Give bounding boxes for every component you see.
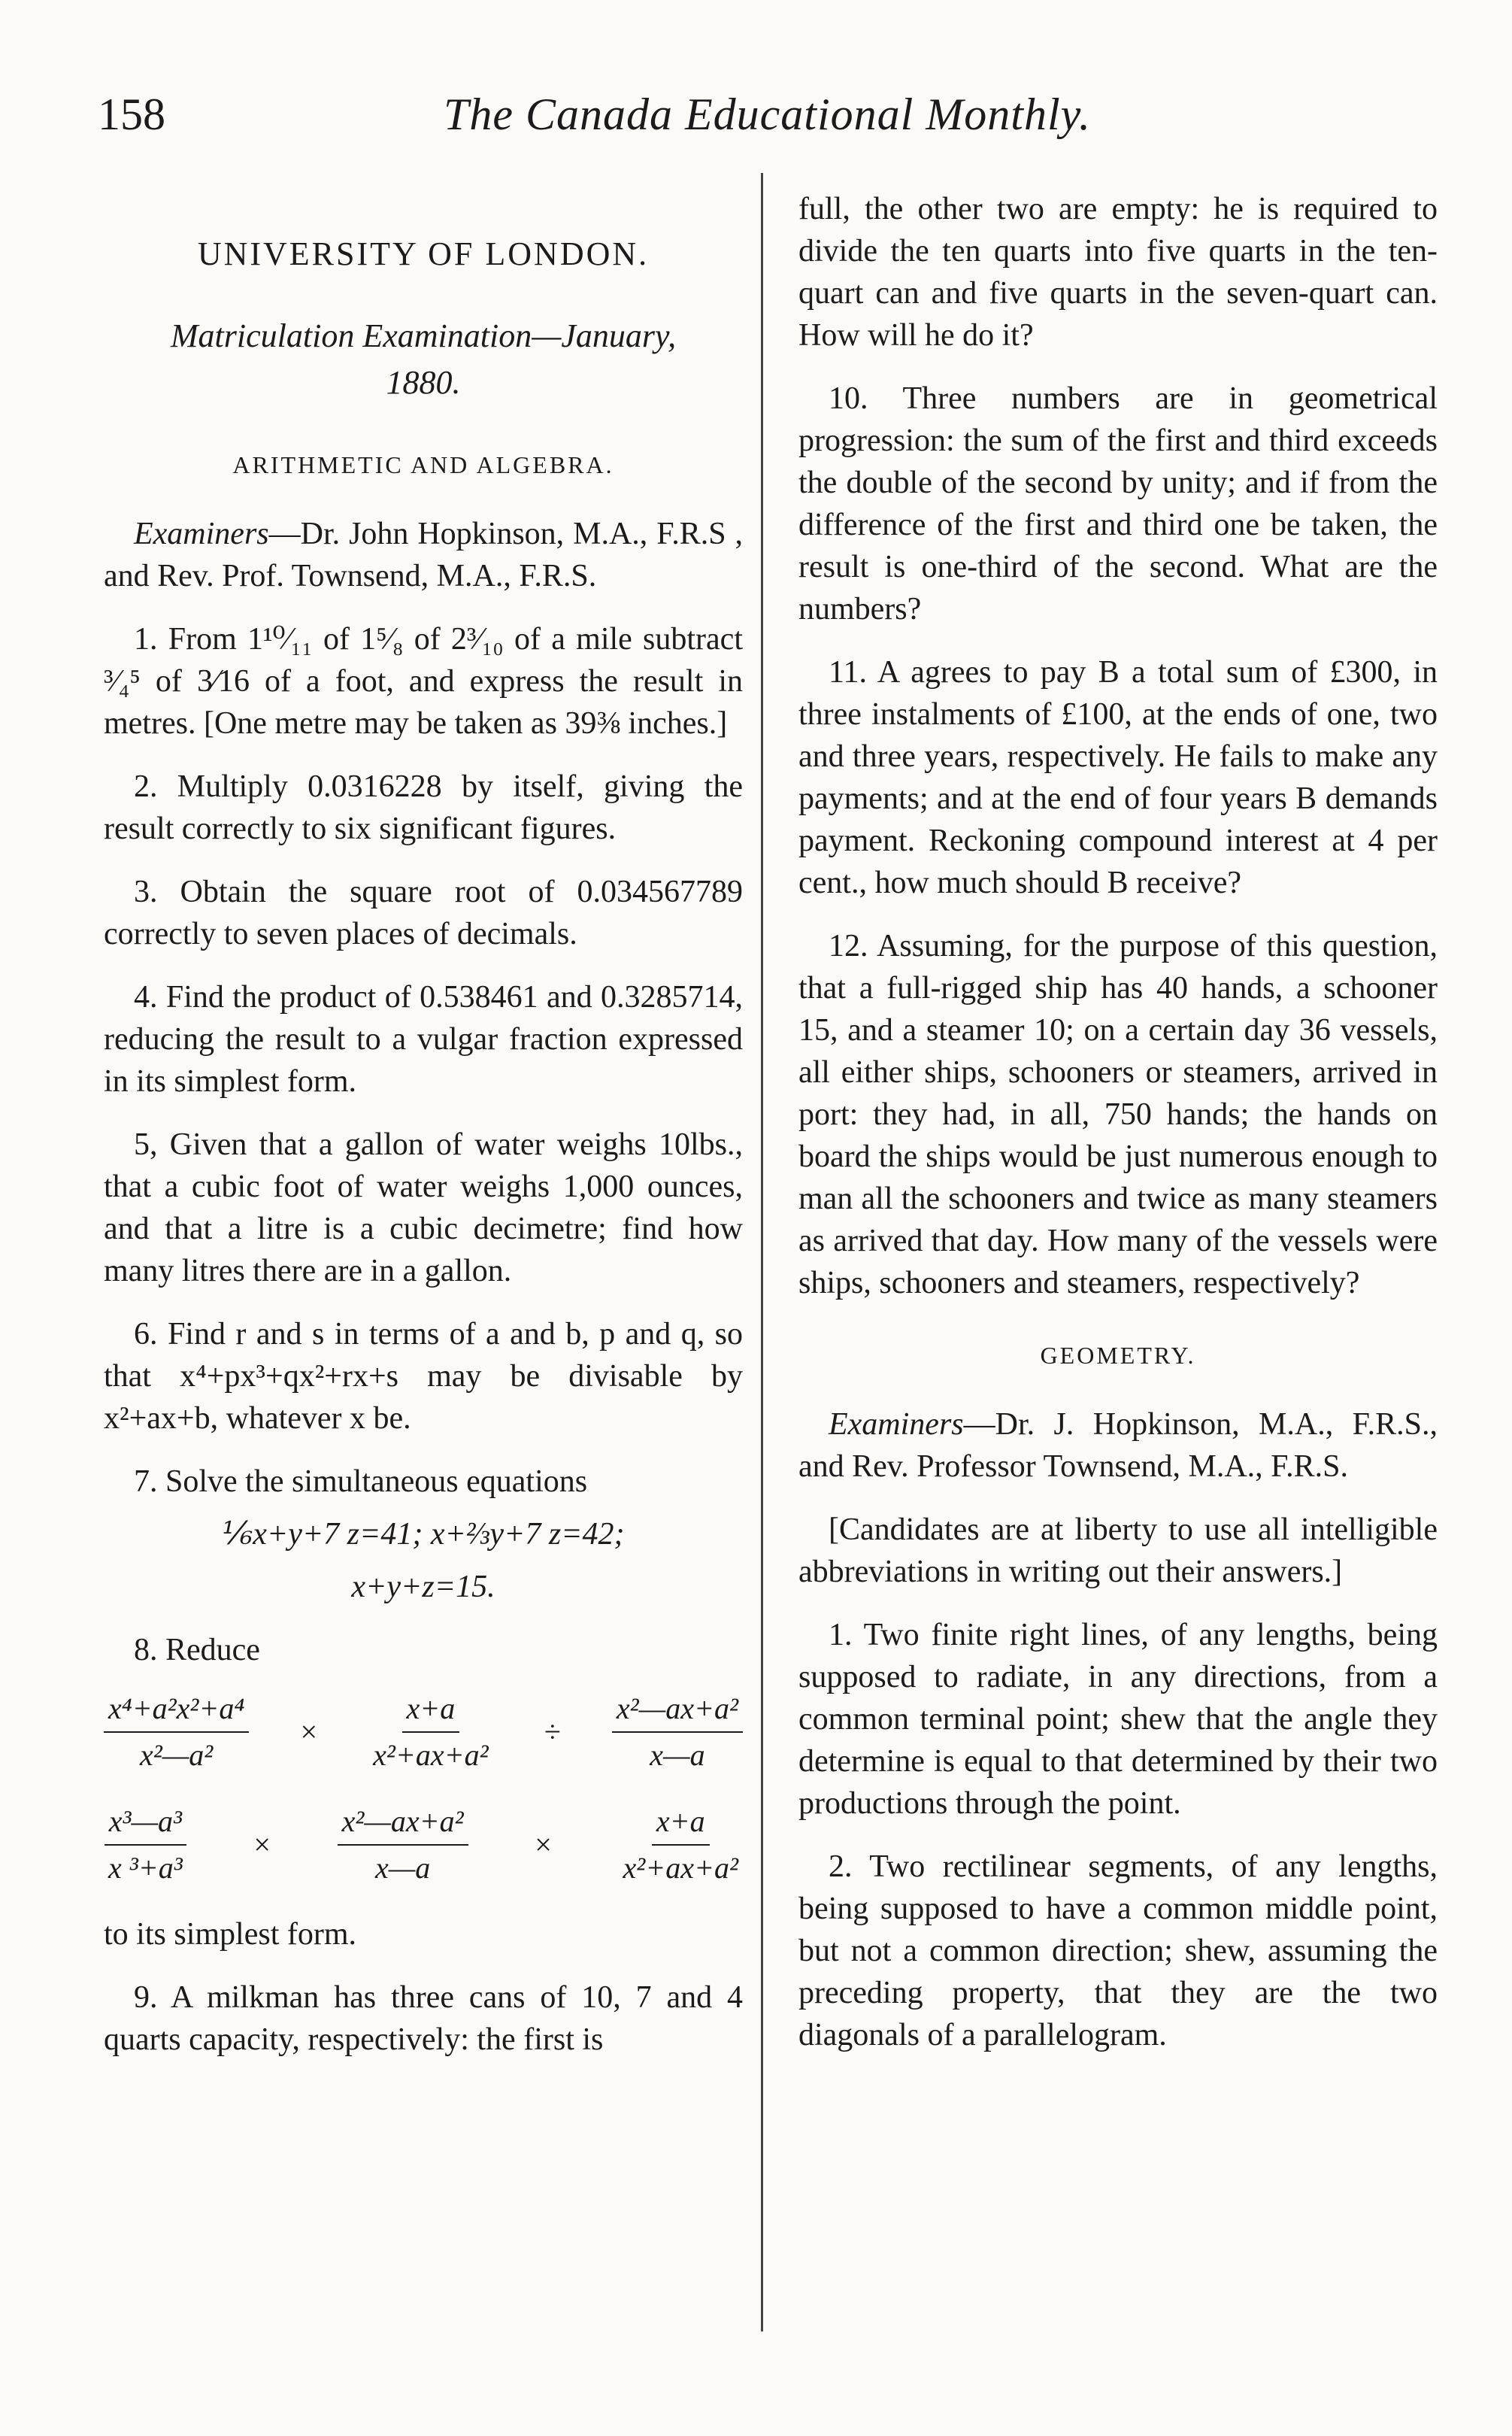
question-3: 3. Obtain the square root of 0.034567789 correctly to seven places of decimals. xyxy=(104,875,743,951)
fraction: $\frac{\text{x²—ax+a²}}{x—a}$ xyxy=(338,1800,468,1889)
examiners-arithmetic xyxy=(104,513,743,597)
equation-7b: x+y+z=15. xyxy=(351,1570,495,1604)
times-sign: × xyxy=(300,1715,318,1749)
section-heading-arithmetic: ARITHMETIC AND ALGEBRA. xyxy=(232,451,614,478)
equation-7a: ⅙x+y+7 z=41; x+⅔y+7 z=42; xyxy=(222,1517,625,1552)
examiners-label: Examiners xyxy=(134,517,269,551)
divide-sign: ÷ xyxy=(544,1715,561,1749)
examiners-text: —Dr. John Hopkinson, M.A., F.R.S , and Rev. Prof. Townsend, M.A., F.R.S. xyxy=(104,517,743,593)
left-column xyxy=(104,188,743,2082)
examiners-geometry xyxy=(798,1403,1438,1488)
question-10: 10. Three numbers are in geometrical progression: the sum of the first and third exceeds the double of the second by unity; and if from the difference of the first and third one be taken, the result is one-third of the second. What are the numbers? xyxy=(798,381,1438,626)
times-sign: × xyxy=(535,1828,552,1861)
right-column xyxy=(798,188,1438,2077)
fraction: $\frac{x+a}{\text{x²+ax+a²}}$ xyxy=(618,1800,742,1889)
fraction-row-2 xyxy=(104,1800,743,1889)
running-title: The Canada Educational Monthly. xyxy=(444,89,1091,139)
question-8-tail: to its simplest form. xyxy=(104,1917,356,1952)
fraction: $\frac{\text{x³—a³}}{\text{x ³+a³}}$ xyxy=(104,1800,187,1889)
geometry-question-1: 1. Two finite right lines, of any lengths, being supposed to radiate, in any directions, from a common terminal point; shew that the angle they determine is equal to that determined by their two productions through the point. xyxy=(798,1618,1438,1821)
exam-year: 1880. xyxy=(386,364,461,401)
fraction: $\frac{\text{x⁴+a²x²+a⁴}}{\text{x²—a²}}$ xyxy=(104,1688,249,1776)
question-5: 5, Given that a gallon of water weighs 10lbs., that a cubic foot of water weighs 1,000 ounces, and that a litre is a cubic decimetre; find how many litres there are in a gallon. xyxy=(104,1127,743,1288)
exam-title xyxy=(104,313,743,406)
section-heading-geometry: GEOMETRY. xyxy=(1040,1342,1196,1369)
fraction: $\frac{\text{x²—ax+a²}}{x—a}$ xyxy=(612,1688,743,1776)
question-9-start: 9. A milkman has three cans of 10, 7 and 4 quarts capacity, respectively: the first is xyxy=(104,1980,743,2057)
university-heading: UNIVERSITY OF LONDON. xyxy=(197,235,650,272)
examiners-text: —Dr. J. Hopkinson, M.A., F.R.S., and Rev. Professor Townsend, M.A., F.R.S. xyxy=(798,1407,1438,1484)
page-number: 158 xyxy=(98,89,165,139)
column-rule xyxy=(761,173,763,2331)
question-11: 11. A agrees to pay B a total sum of £300, in three instalments of £100, at the ends of one, two and three years, respectively. He fails to make any payments; and at the end of four years B demands payment. Reckoning compound interest at 4 per cent., how much should B receive? xyxy=(798,655,1438,900)
fraction-row-1 xyxy=(104,1688,743,1776)
candidates-note: [Candidates are at liberty to use all intelligible abbreviations in writing out their answers.] xyxy=(798,1512,1438,1589)
fraction: $\frac{x+a}{\text{x²+ax+a²}}$ xyxy=(368,1688,492,1776)
question-6: 6. Find r and s in terms of a and b, p and q, so that x⁴+px³+qx²+rx+s may be divisable by x²+ax+b, whatever x be. xyxy=(104,1317,743,1436)
question-2: 2. Multiply 0.0316228 by itself, giving the result correctly to six significant figures. xyxy=(104,769,743,846)
question-4: 4. Find the product of 0.538461 and 0.3285714, reducing the result to a vulgar fraction expressed in its simplest form. xyxy=(104,980,743,1099)
geometry-question-2: 2. Two rectilinear segments, of any lengths, being supposed to have a common middle point, but not a common direction; shew, assuming the preceding property, that they are the two diagonals of a parallelogram. xyxy=(798,1849,1438,2052)
question-1: 1. From 1¹⁰⁄₁₁ of 1⁵⁄₈ of 2³⁄₁₀ of a mile subtract ³⁄₄⁵ of 3⁄16 of a foot, and express the result in metres. [One metre may be taken as 39⅜ inches.] xyxy=(104,622,743,741)
question-12: 12. Assuming, for the purpose of this question, that a full-rigged ship has 40 hands, a schooner 15, and a steamer 10; on a certain day 36 vessels, all either ships, schooners or steamers, arrived in port: they had, in all, 750 hands; the hands on board the ships would be just numerous enough to man all the schooners and twice as many steamers as arrived that day. How many of the vessels were ships, schooners and steamers, respectively? xyxy=(798,929,1438,1300)
examiners-label: Examiners xyxy=(829,1407,964,1442)
question-7: 7. Solve the simultaneous equations xyxy=(134,1464,588,1499)
times-sign: × xyxy=(253,1828,271,1861)
exam-title-line: Matriculation Examination—January, xyxy=(170,317,677,354)
question-8: 8. Reduce xyxy=(134,1633,260,1667)
question-9-end: full, the other two are empty: he is required to divide the ten quarts into five quarts in the ten-quart can and five quarts in the seven-quart can. How will he do it? xyxy=(798,192,1438,353)
